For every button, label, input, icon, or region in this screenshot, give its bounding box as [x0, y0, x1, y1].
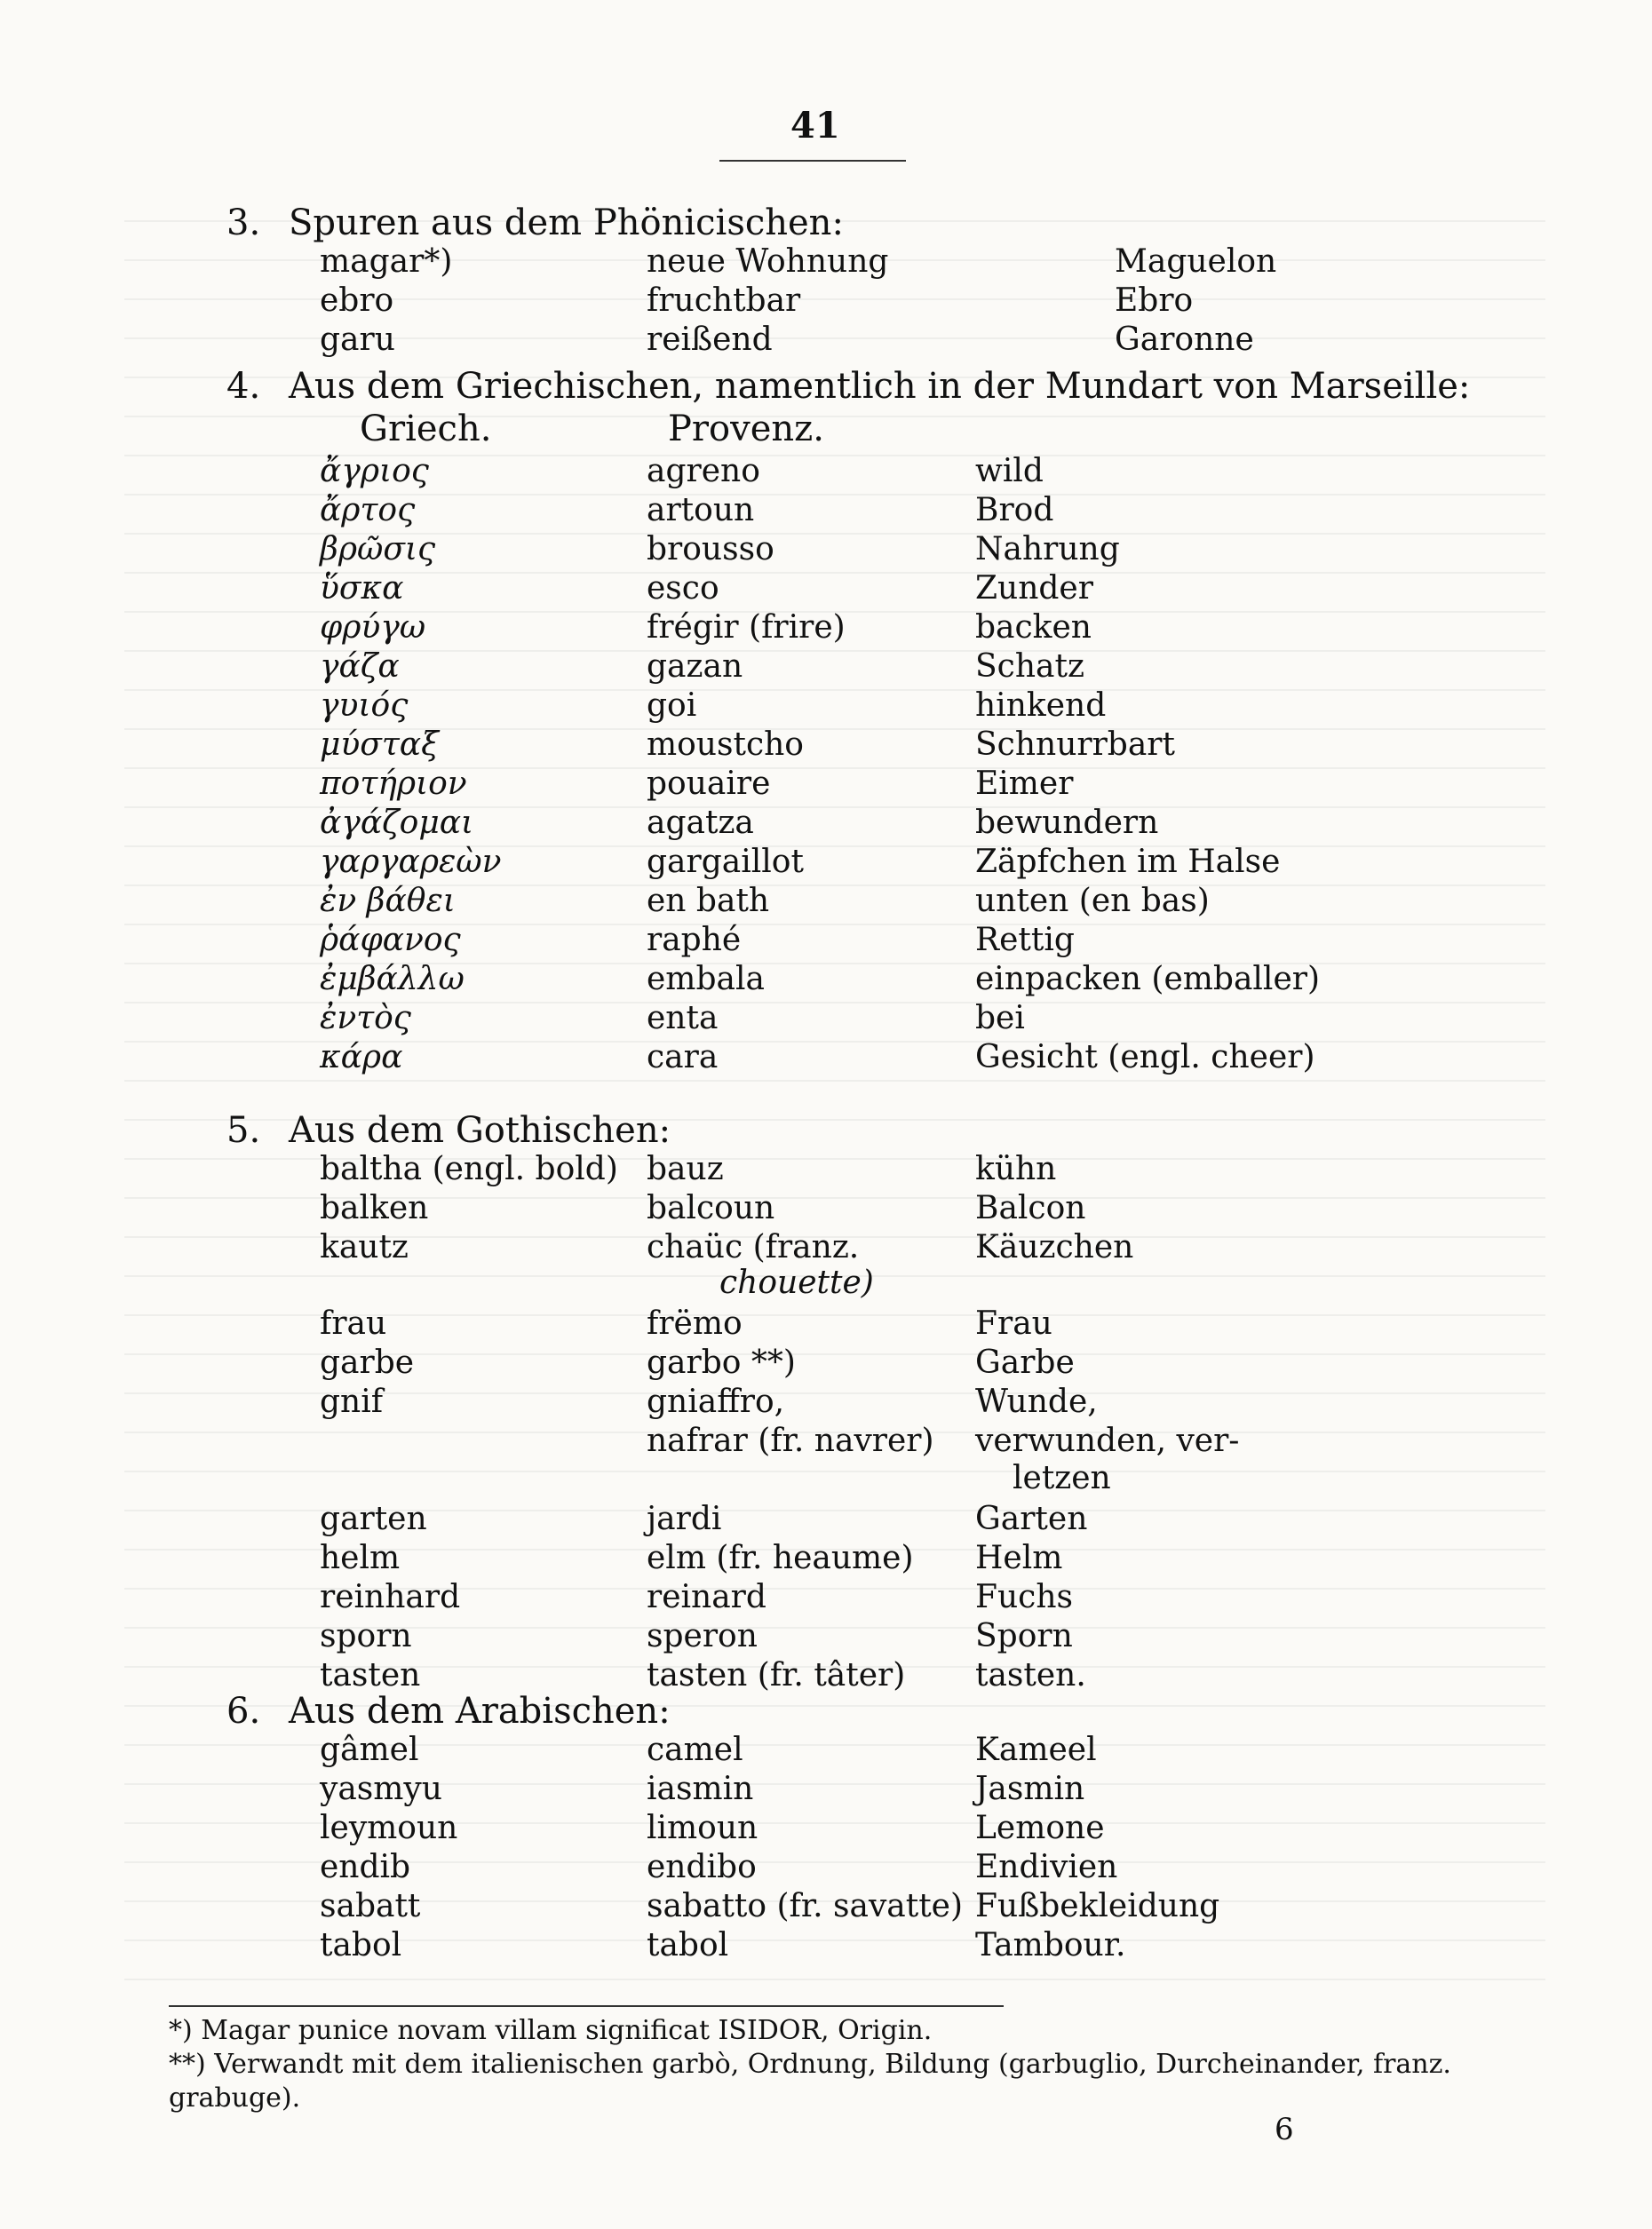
gothic-word: garbe	[320, 1345, 415, 1381]
german-meaning: Fuchs	[975, 1579, 1073, 1615]
table-row	[0, 1151, 1652, 1190]
table-row	[0, 805, 1652, 844]
provencal-word: nafrar (fr. navrer)	[647, 1423, 934, 1459]
greek-word: κάρα	[320, 1039, 403, 1075]
meaning: neue Wohnung	[647, 243, 889, 280]
german-meaning: Brod	[975, 492, 1054, 528]
german-meaning: einpacken (emballer)	[975, 961, 1321, 997]
table-row	[0, 1927, 1652, 1966]
german-meaning: unten (en bas)	[975, 883, 1210, 919]
german-meaning: Gesicht (engl. cheer)	[975, 1039, 1315, 1075]
provencal-word: goi	[647, 687, 697, 724]
provencal-word: gazan	[647, 648, 743, 685]
arabic-word: sabatt	[320, 1888, 421, 1924]
provencal-word: limoun	[647, 1810, 758, 1846]
greek-word: ἄρτος	[320, 492, 416, 528]
greek-word: γυιός	[320, 687, 409, 724]
german-meaning-continuation: letzen	[1013, 1460, 1111, 1496]
table-row	[0, 243, 1652, 282]
provencal-word: jardi	[647, 1501, 722, 1537]
provencal-word: frëmo	[647, 1305, 743, 1342]
section-number: 5.	[226, 1110, 261, 1151]
table-row	[0, 1579, 1652, 1618]
gothic-word: reinhard	[320, 1579, 461, 1615]
provencal-word: elm (fr. heaume)	[647, 1540, 914, 1576]
table-row	[0, 453, 1652, 492]
provencal-word: gniaffro,	[647, 1384, 785, 1420]
greek-word: φρύγω	[320, 609, 426, 646]
greek-word: ῥάφανος	[320, 922, 461, 958]
german-meaning: Endivien	[975, 1849, 1118, 1885]
provencal-word: artoun	[647, 492, 755, 528]
greek-word: ἐν βάθει	[320, 883, 456, 919]
provencal-word: tasten (fr. tâter)	[647, 1657, 906, 1694]
german-meaning: Lemone	[975, 1810, 1105, 1846]
gothic-word: gnif	[320, 1384, 384, 1420]
greek-word: μύσταξ	[320, 726, 439, 763]
table-row	[0, 1888, 1652, 1927]
greek-word: ὕσκα	[320, 570, 404, 607]
section-title: Aus dem Griechischen, namentlich in der Mundart von Marseille:	[289, 366, 1471, 407]
provencal-word: speron	[647, 1618, 758, 1654]
table-row	[0, 844, 1652, 883]
table-row	[0, 1810, 1652, 1849]
provencal-word-continuation: chouette)	[719, 1265, 874, 1301]
table-row	[0, 726, 1652, 765]
greek-word: ἄγριος	[320, 453, 429, 489]
arabic-word: gâmel	[320, 1732, 419, 1768]
meaning: fruchtbar	[647, 282, 801, 319]
arabic-word: yasmyu	[320, 1771, 442, 1807]
german-meaning: hinkend	[975, 687, 1107, 724]
german-meaning: backen	[975, 609, 1092, 646]
table-row	[0, 492, 1652, 531]
table-row	[0, 648, 1652, 687]
section-heading	[226, 202, 844, 243]
german-meaning: Balcon	[975, 1190, 1086, 1226]
section-title: Spuren aus dem Phönicischen:	[289, 202, 844, 243]
arabic-word: tabol	[320, 1927, 402, 1963]
provencal-word: reinard	[647, 1579, 766, 1615]
table-row	[0, 1229, 1652, 1268]
gothic-word: baltha (engl. bold)	[320, 1151, 618, 1187]
german-meaning: tasten.	[975, 1657, 1086, 1694]
place-name: Maguelon	[1115, 243, 1277, 280]
footnote-rule	[169, 2005, 1004, 2007]
table-row	[0, 1732, 1652, 1771]
header-rule	[719, 160, 906, 162]
page-number: 41	[790, 105, 840, 147]
table-row	[0, 961, 1652, 1000]
provencal-word: camel	[647, 1732, 743, 1768]
provencal-word: tabol	[647, 1927, 729, 1963]
section-number: 3.	[226, 202, 261, 243]
meaning: reißend	[647, 321, 773, 358]
provencal-word: frégir (frire)	[647, 609, 846, 646]
source-word: garu	[320, 321, 395, 358]
arabic-word: leymoun	[320, 1810, 458, 1846]
german-meaning: Schatz	[975, 648, 1084, 685]
german-meaning: Fußbekleidung	[975, 1888, 1220, 1924]
table-row	[0, 1000, 1652, 1039]
german-meaning: Helm	[975, 1540, 1063, 1576]
provencal-word: chaüc (franz.	[647, 1229, 860, 1265]
section-title: Aus dem Gothischen:	[289, 1110, 671, 1151]
greek-word: ἐντὸς	[320, 1000, 411, 1036]
german-meaning: Rettig	[975, 922, 1075, 958]
german-meaning: Wunde,	[975, 1384, 1098, 1420]
source-word: ebro	[320, 282, 394, 319]
gothic-word: kautz	[320, 1229, 409, 1265]
footnote: *) Magar punice novam villam significat ISIDOR, Origin.	[169, 2015, 933, 2046]
table-row	[0, 1771, 1652, 1810]
german-meaning: Garten	[975, 1501, 1088, 1537]
provencal-word: garbo **)	[647, 1345, 796, 1381]
section-heading	[226, 1110, 671, 1151]
german-meaning: Kameel	[975, 1732, 1097, 1768]
german-meaning: Zunder	[975, 570, 1093, 607]
greek-word: ἀγάζομαι	[320, 805, 474, 841]
table-row	[0, 1540, 1652, 1579]
table-row	[0, 1305, 1652, 1345]
section-heading	[226, 1691, 671, 1732]
table-row	[0, 1190, 1652, 1229]
greek-word: βρῶσις	[320, 531, 436, 567]
source-word: magar*)	[320, 243, 453, 280]
table-row	[0, 282, 1652, 321]
german-meaning: Garbe	[975, 1345, 1075, 1381]
table-row	[0, 687, 1652, 726]
german-meaning: Nahrung	[975, 531, 1120, 567]
german-meaning: wild	[975, 453, 1044, 489]
provencal-word: balcoun	[647, 1190, 775, 1226]
german-meaning: Tambour.	[975, 1927, 1126, 1963]
greek-word: γάζα	[320, 648, 400, 685]
provencal-word: en bath	[647, 883, 770, 919]
table-row	[0, 570, 1652, 609]
provencal-word: moustcho	[647, 726, 804, 763]
provencal-word: pouaire	[647, 765, 771, 802]
gothic-word: helm	[320, 1540, 401, 1576]
provencal-word: enta	[647, 1000, 719, 1036]
section-number: 4.	[226, 366, 261, 407]
german-meaning: Eimer	[975, 765, 1074, 802]
gothic-word: sporn	[320, 1618, 412, 1654]
table-row	[0, 609, 1652, 648]
table-row	[0, 531, 1652, 570]
provencal-word: cara	[647, 1039, 719, 1075]
provencal-word: gargaillot	[647, 844, 804, 880]
section-number: 6.	[226, 1691, 261, 1732]
gothic-word: balken	[320, 1190, 429, 1226]
table-row	[0, 1384, 1652, 1423]
provencal-word: agatza	[647, 805, 754, 841]
german-meaning: Schnurrbart	[975, 726, 1175, 763]
greek-word: γαργαρεὼν	[320, 844, 502, 880]
greek-word: ποτήριον	[320, 765, 467, 802]
table-row-continuation	[0, 1460, 1652, 1499]
provencal-word: brousso	[647, 531, 774, 567]
provencal-word: raphé	[647, 922, 742, 958]
printer-signature: 6	[1275, 2112, 1294, 2147]
table-row	[0, 1039, 1652, 1078]
section-heading	[226, 366, 1470, 407]
table-row	[0, 1501, 1652, 1540]
german-meaning: bei	[975, 1000, 1025, 1036]
table-row	[0, 321, 1652, 361]
table-row	[0, 1423, 1652, 1462]
greek-word: ἐμβάλλω	[320, 961, 465, 997]
provencal-word: embala	[647, 961, 765, 997]
german-meaning: Zäpfchen im Halse	[975, 844, 1281, 880]
table-row	[0, 922, 1652, 961]
provencal-word: bauz	[647, 1151, 724, 1187]
german-meaning: verwunden, ver-	[975, 1423, 1240, 1459]
table-row	[0, 1618, 1652, 1657]
german-meaning: bewundern	[975, 805, 1159, 841]
table-row	[0, 1849, 1652, 1888]
place-name: Garonne	[1115, 321, 1254, 358]
place-name: Ebro	[1115, 282, 1194, 319]
german-meaning: Käuzchen	[975, 1229, 1134, 1265]
provencal-word: sabatto (fr. savatte)	[647, 1888, 964, 1924]
german-meaning: Sporn	[975, 1618, 1073, 1654]
provencal-word: iasmin	[647, 1771, 754, 1807]
provencal-word: agreno	[647, 453, 760, 489]
table-row	[0, 1345, 1652, 1384]
gothic-word: tasten	[320, 1657, 421, 1694]
table-row	[0, 883, 1652, 922]
section-title: Aus dem Arabischen:	[289, 1691, 671, 1732]
german-meaning: Frau	[975, 1305, 1052, 1342]
footnote: **) Verwandt mit dem italienischen garbò, Ordnung, Bildung (garbuglio, Durcheinander, franz. grabuge).	[169, 2049, 1451, 2114]
gothic-word: frau	[320, 1305, 387, 1342]
gothic-word: garten	[320, 1501, 427, 1537]
table-row	[0, 765, 1652, 805]
german-meaning: Jasmin	[975, 1771, 1085, 1807]
provencal-word: esco	[647, 570, 719, 607]
provencal-word: endibo	[647, 1849, 757, 1885]
arabic-word: endib	[320, 1849, 411, 1885]
column-header-provencal: Provenz.	[668, 409, 824, 449]
column-header-greek: Griech.	[360, 409, 492, 449]
table-row-continuation	[0, 1265, 1652, 1304]
german-meaning: kühn	[975, 1151, 1057, 1187]
